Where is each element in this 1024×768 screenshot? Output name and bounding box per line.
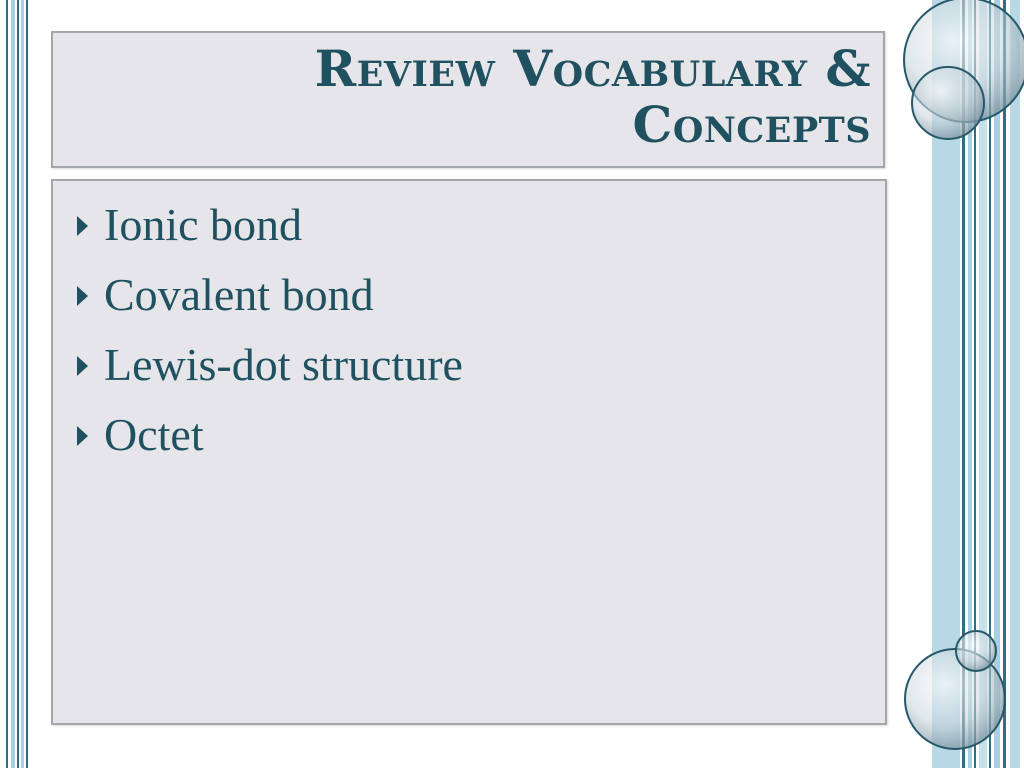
list-item: [77, 260, 463, 330]
bullet-list: [77, 190, 463, 470]
bullet-text: Lewis-dot structure: [104, 339, 463, 390]
triangle-right-icon: [77, 356, 88, 376]
slide-title: [91, 41, 871, 153]
triangle-right-icon: [77, 426, 88, 446]
title-line-2: Concepts: [632, 95, 871, 154]
triangle-right-icon: [77, 216, 88, 236]
content-panel: [51, 179, 887, 725]
bullet-text: Octet: [104, 409, 204, 460]
title-line-1: Review Vocabulary &: [314, 39, 871, 98]
list-item: [77, 330, 463, 400]
bullet-text: Ionic bond: [104, 199, 303, 250]
right-stripe-decoration: [928, 0, 1024, 768]
bullet-text: Covalent bond: [104, 269, 374, 320]
title-panel: [51, 31, 885, 168]
list-item: [77, 190, 463, 260]
list-item: [77, 400, 463, 470]
left-stripe-decoration: [0, 0, 32, 768]
triangle-right-icon: [77, 286, 88, 306]
